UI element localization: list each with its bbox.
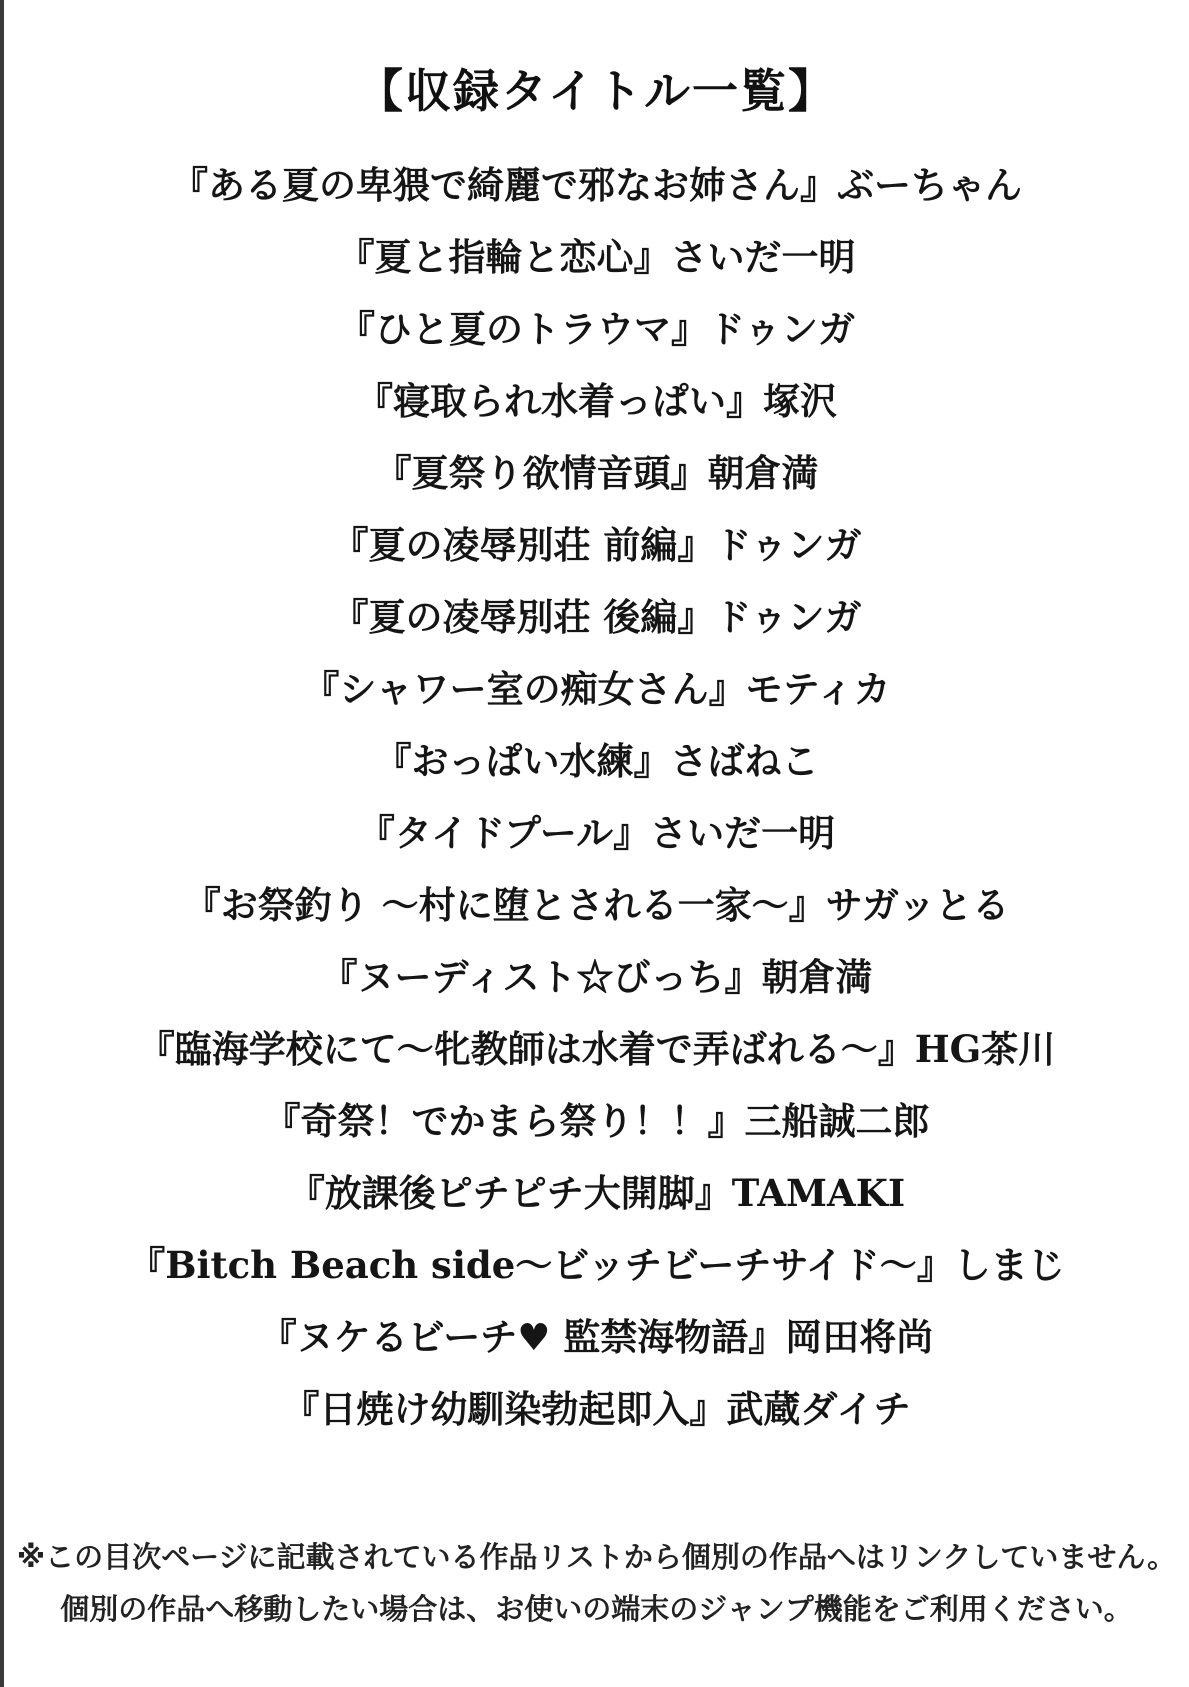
list-item: 『Bitch Beach side～ビッチビーチサイド～』しまじ bbox=[128, 1243, 1065, 1288]
list-item: 『ヌケるビーチ♥ 監禁海物語』岡田将尚 bbox=[259, 1315, 934, 1360]
list-item: 『日焼け幼馴染勃起即入』武蔵ダイチ bbox=[282, 1387, 911, 1432]
list-item: 『寝取られ水着っぱい』塚沢 bbox=[356, 379, 837, 424]
footer-note bbox=[4, 1531, 1189, 1635]
list-item: 『お祭釣り ～村に堕とされる一家～』サガッとる bbox=[183, 883, 1010, 928]
list-item: 『放課後ピチピチ大開脚』TAMAKI bbox=[287, 1171, 906, 1216]
footer-note-line-2: 個別の作品へ移動したい場合は、お使いの端末のジャンプ機能をご利用ください。 bbox=[60, 1592, 1133, 1627]
list-item: 『シャワー室の痴女さん』モティカ bbox=[302, 667, 891, 712]
list-item: 『ある夏の卑猥で綺麗で邪なお姉さん』ぶーちゃん bbox=[171, 163, 1022, 208]
list-item: 『奇祭！でかまら祭り！！』三船誠二郎 bbox=[263, 1099, 930, 1144]
list-item: 『ヌーディスト☆びっち』朝倉満 bbox=[320, 955, 873, 1000]
list-item: 『夏の凌辱別荘 後編』ドゥンガ bbox=[331, 595, 862, 640]
page-title: 【収録タイトル一覧】 bbox=[356, 64, 837, 118]
footer-note-line-1: ※この目次ページに記載されている作品リストから個別の作品へはリンクしていません。 bbox=[16, 1540, 1177, 1575]
list-item: 『臨海学校にて～牝教師は水着で弄ばれる～』HG茶川 bbox=[137, 1027, 1056, 1072]
list-item: 『ひと夏のトラウマ』ドゥンガ bbox=[337, 307, 856, 352]
list-item: 『夏の凌辱別荘 前編』ドゥンガ bbox=[331, 523, 862, 568]
title-list bbox=[4, 149, 1189, 1445]
list-item: 『夏と指輪と恋心』さいだ一明 bbox=[337, 235, 856, 280]
list-item: 『おっぱい水練』さばねこ bbox=[374, 739, 819, 784]
list-item: 『タイドプール』さいだ一明 bbox=[357, 811, 836, 856]
list-item: 『夏祭り欲情音頭』朝倉満 bbox=[374, 451, 819, 496]
